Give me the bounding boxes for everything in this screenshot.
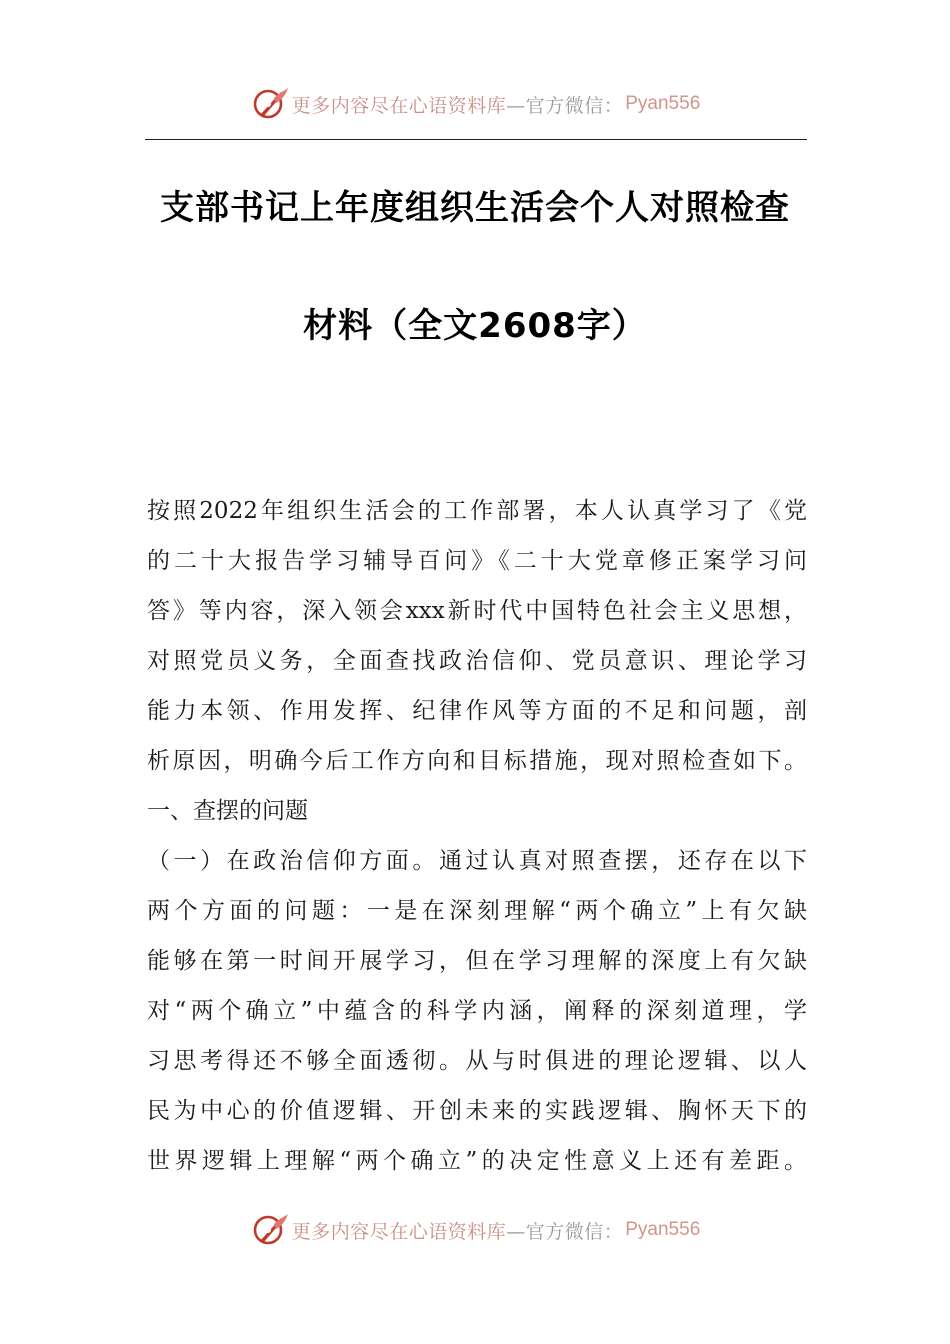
header-watermark: [0, 82, 950, 126]
watermark-site-text: 更多内容尽在心语资料库: [291, 94, 507, 117]
body-line: （一）在政治信仰方面。通过认真对照查摆，还存在以下: [147, 848, 807, 874]
body-line: 世界逻辑上理解“两个确立”的决定性意义上还有差距。: [147, 1148, 807, 1174]
body-line: 答》等内容，深入领会xxx新时代中国特色社会主义思想，: [147, 598, 807, 624]
body-line: 析原因，明确今后工作方向和目标措施，现对照检查如下。: [147, 748, 807, 774]
body-line: 民为中心的价值逻辑、开创未来的实践逻辑、胸怀天下的: [147, 1098, 807, 1124]
watermark-site-text: 更多内容尽在心语资料库: [291, 1220, 507, 1243]
body-line: 按照2022年组织生活会的工作部署，本人认真学习了《党: [147, 498, 807, 524]
quill-logo-icon: [250, 1210, 290, 1250]
body-line: 的二十大报告学习辅导百问》《二十大党章修正案学习问: [147, 548, 807, 574]
body-line: 习思考得还不够全面透彻。从与时俱进的理论逻辑、以人: [147, 1048, 807, 1074]
document-title-line-2: 材料（全文2608字）: [303, 306, 647, 346]
body-line: 能力本领、作用发挥、纪律作风等方面的不足和问题，剖: [147, 698, 807, 724]
body-line: 两个方面的问题：一是在深刻理解“两个确立”上有欠缺: [147, 898, 807, 924]
quill-logo-icon: [250, 84, 290, 124]
document-title-line-1: 支部书记上年度组织生活会个人对照检查: [160, 188, 790, 228]
footer-watermark: [0, 1208, 950, 1252]
section-heading: 一、查摆的问题: [147, 798, 308, 824]
watermark-wechat-id: Pyan556: [625, 93, 701, 114]
watermark-wechat-label: —官方微信：: [506, 1220, 624, 1243]
watermark-wechat-id: Pyan556: [625, 1219, 701, 1240]
watermark-wechat-label: —官方微信：: [506, 94, 624, 117]
body-line: 能够在第一时间开展学习，但在学习理解的深度上有欠缺: [147, 948, 807, 974]
document-body: [147, 486, 807, 1186]
body-line: 对照党员义务，全面查找政治信仰、党员意识、理论学习: [147, 648, 807, 674]
body-line: 对“两个确立”中蕴含的科学内涵，阐释的深刻道理，学: [147, 998, 807, 1024]
header-divider: [145, 139, 807, 140]
